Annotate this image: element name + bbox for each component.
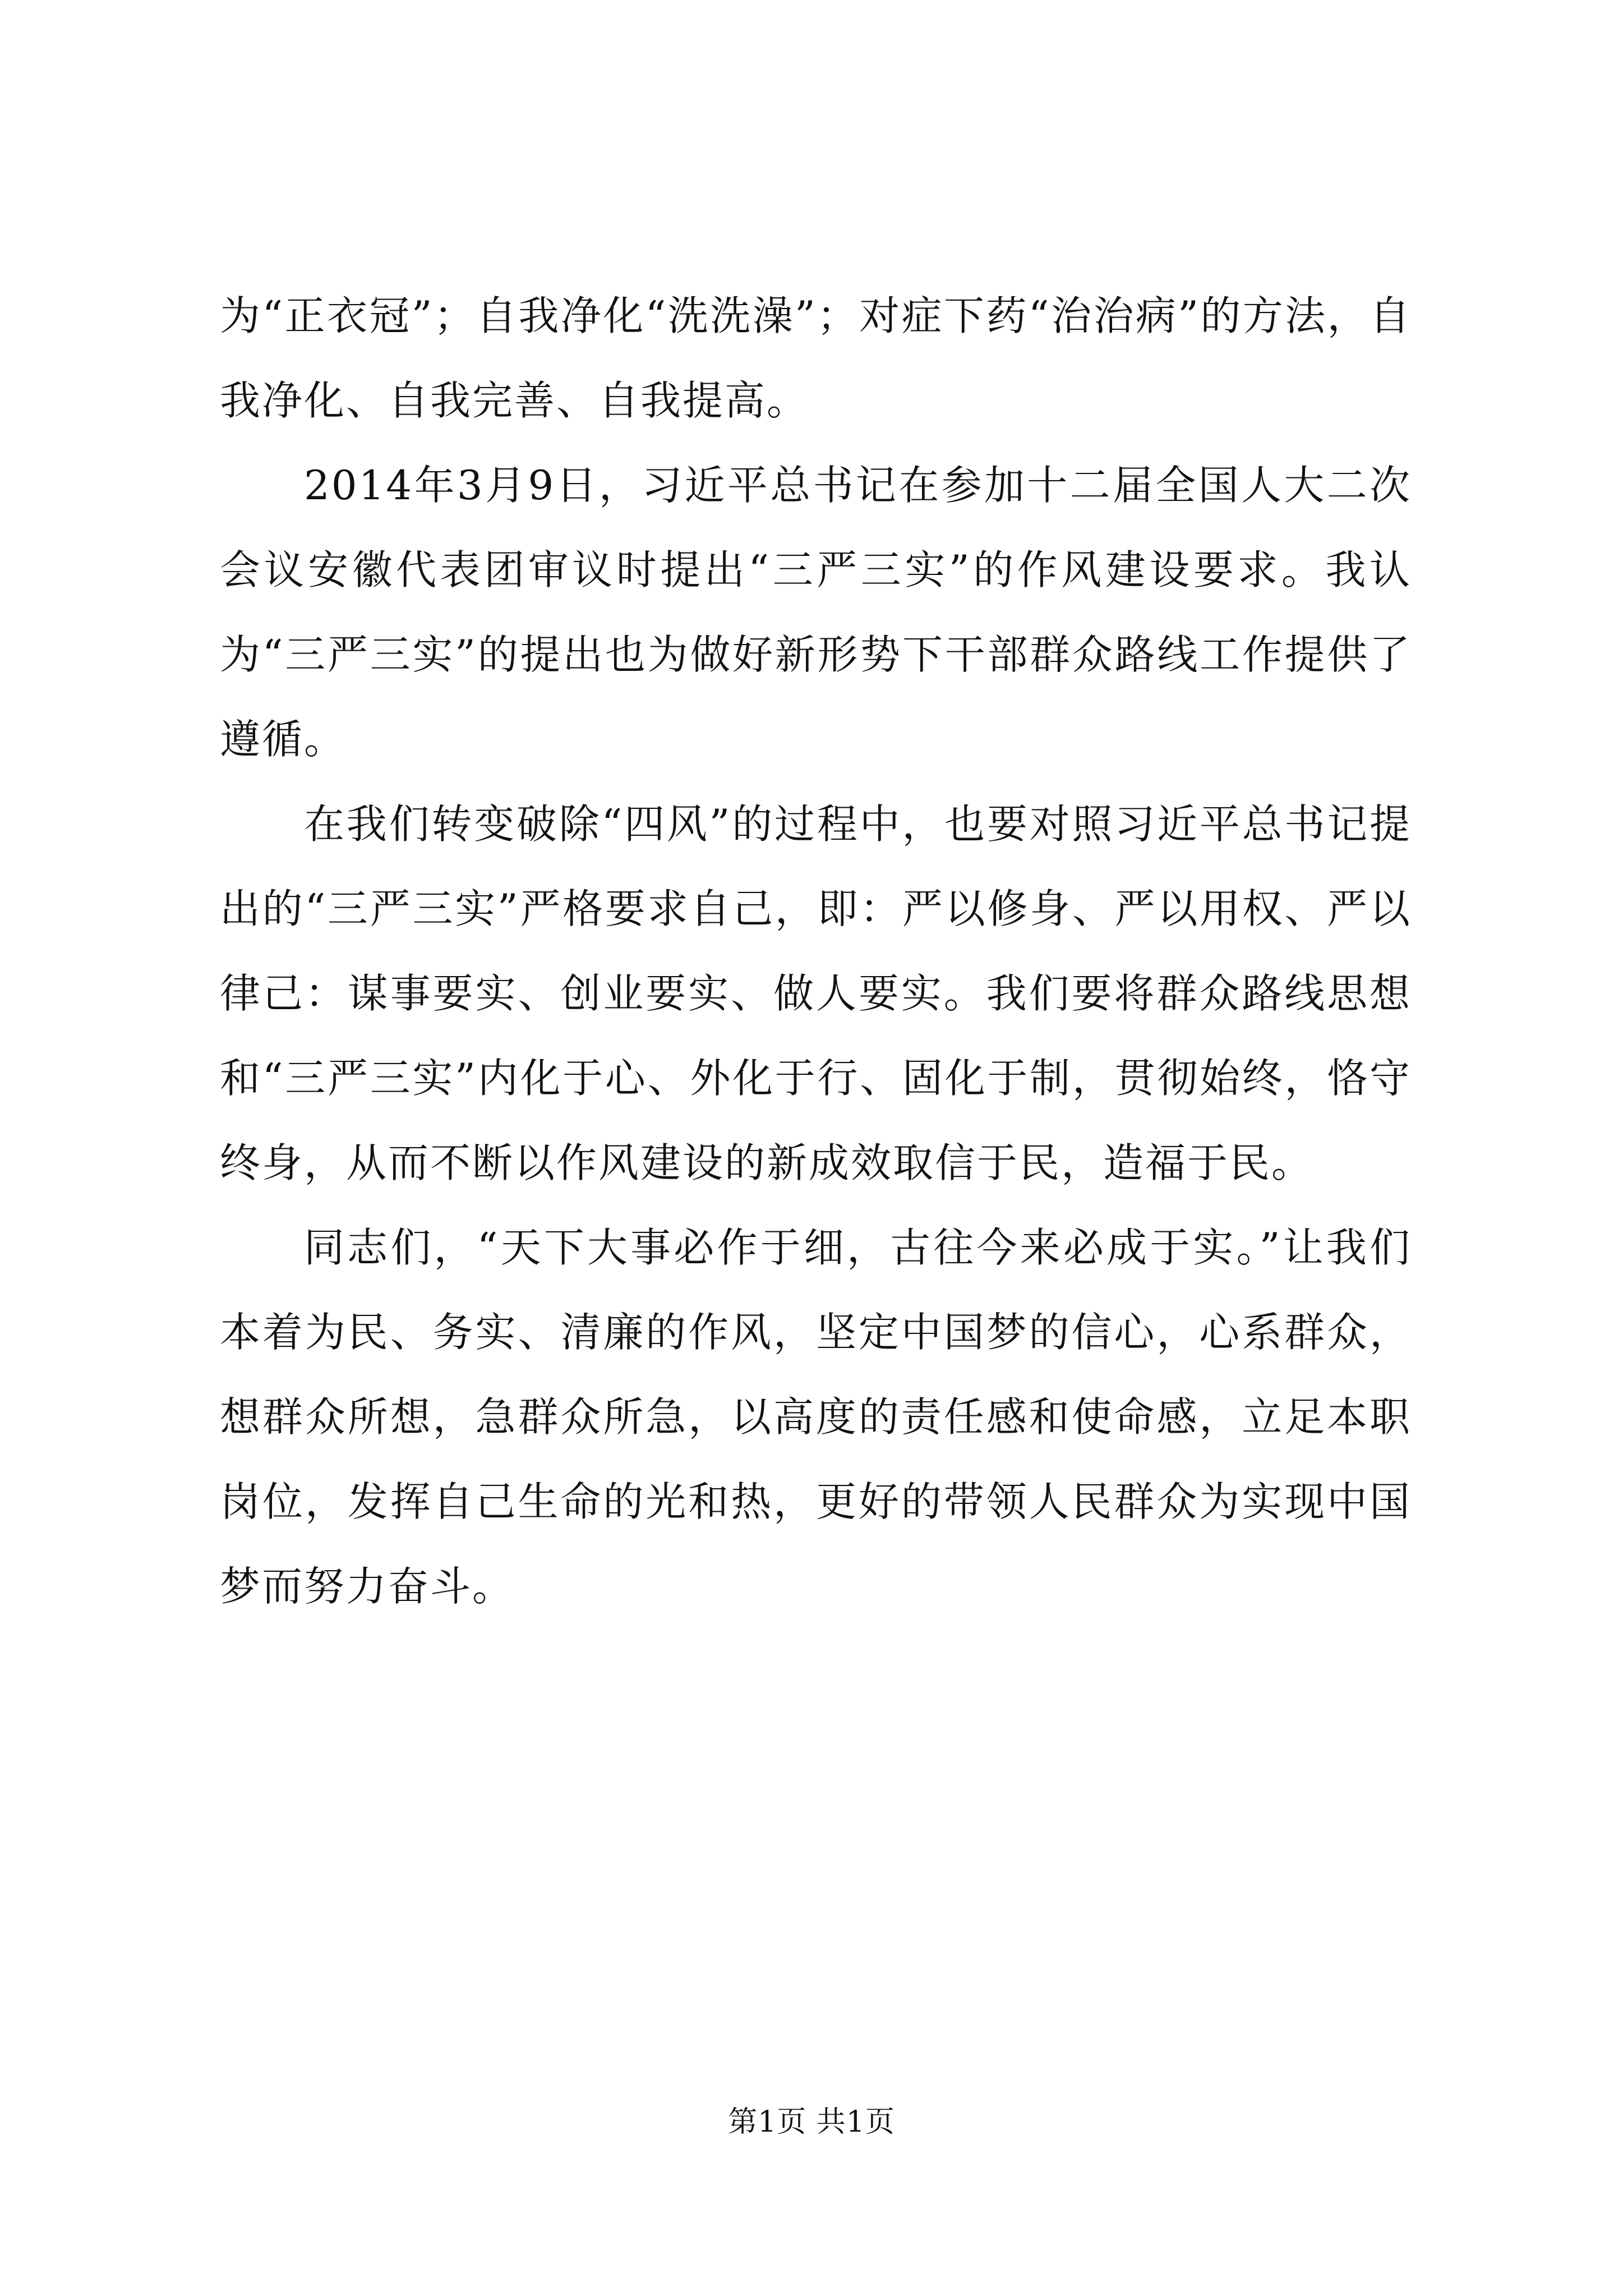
paragraph-1: 为“正衣冠”；自我净化“洗洗澡”；对症下药“治治病”的方法，自我净化、自我完善、自我提高。 [220, 292, 1412, 424]
paragraph-4: 同志们，“天下大事必作于细，古往今来必成于实。”让我们本着为民、务实、清廉的作风，坚定中国梦的信心，心系群众，想群众所想，急群众所急，以高度的责任感和使命感，立足本职岗位，发挥自己生命的光和热，更好的带领人民群众为实现中国梦而努力奋斗。 [220, 1224, 1412, 1610]
page-footer: 第1页 共1页 [728, 2105, 895, 2139]
paragraph-2: 2014年3月9日，习近平总书记在参加十二届全国人大二次会议安徽代表团审议时提出“三严三实”的作风建设要求。我认为“三严三实”的提出也为做好新形势下干部群众路线工作提供了遵循。 [220, 462, 1412, 763]
body-text [220, 274, 1412, 1629]
paragraph-3: 在我们转变破除“四风”的过程中，也要对照习近平总书记提出的“三严三实”严格要求自己，即：严以修身、严以用权、严以律己：谋事要实、创业要实、做人要实。我们要将群众路线思想和“三严三实”内化于心、外化于行、固化于制，贯彻始终，恪守终身，从而不断以作风建设的新成效取信于民，造福于民。 [220, 800, 1412, 1186]
